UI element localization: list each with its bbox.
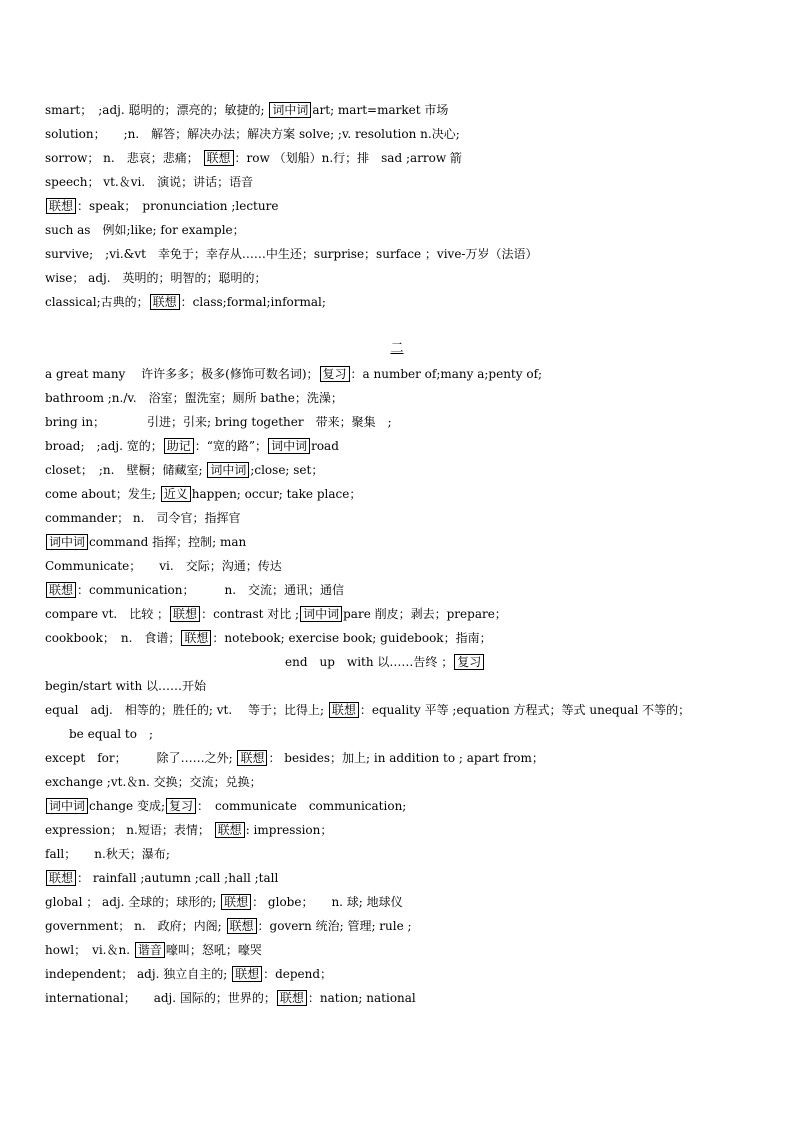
vocab-line <box>45 578 754 602</box>
vocab-line <box>45 506 754 530</box>
vocab-line <box>45 146 754 170</box>
entry-text: global ； adj. 全球的；球形的; <box>45 895 221 909</box>
entry-text: exchange ;vt.＆n. 交换；交流；兑换； <box>45 775 262 789</box>
entry-text: independent； adj. 独立自主的; <box>45 967 232 981</box>
vocab-line <box>45 410 754 434</box>
tag-label: 联想 <box>204 150 234 166</box>
vocab-line <box>45 890 754 914</box>
vocab-line <box>45 938 754 962</box>
vocab-line <box>45 914 754 938</box>
tag-label: 词中词 <box>269 102 311 118</box>
tag-label: 联想 <box>221 894 251 910</box>
entry-text: command 指挥；控制; man <box>89 535 247 549</box>
tag-label: 联想 <box>232 966 262 982</box>
vocab-line <box>45 290 754 314</box>
entry-text: expression； n.短语；表情； <box>45 823 214 837</box>
entry-text: ：nation; national <box>307 991 416 1005</box>
tag-label: 联想 <box>237 750 267 766</box>
tag-label: 词中词 <box>46 534 88 550</box>
entry-text: be equal to ; <box>45 727 154 741</box>
vocab-line <box>45 218 754 242</box>
vocab-line <box>45 170 754 194</box>
entry-text: ：govern 统治; 管理; rule ; <box>257 919 412 933</box>
tag-label: 联想 <box>170 606 200 622</box>
tag-label: 联想 <box>181 630 211 646</box>
tag-label: 近义 <box>161 486 191 502</box>
vocab-line <box>45 866 754 890</box>
entry-text: happen; occur; take place； <box>191 487 362 501</box>
tag-label: 助记 <box>164 438 194 454</box>
entry-text: ：class;formal;informal; <box>180 295 326 309</box>
vocab-line <box>45 626 754 650</box>
tag-label: 词中词 <box>300 606 342 622</box>
tag-label: 联想 <box>46 870 76 886</box>
tag-label: 联想 <box>46 582 76 598</box>
entry-text: a great many 许许多多；极多(修饰可数名词)； <box>45 367 319 381</box>
vocab-line <box>45 194 754 218</box>
vocab-line <box>45 770 754 794</box>
vocab-line <box>45 482 754 506</box>
tag-label: 词中词 <box>268 438 310 454</box>
entry-text: ： communicate communication; <box>197 799 407 813</box>
entry-text: ：a number of;many a;penty of; <box>350 367 543 381</box>
entry-text: end up with 以……告终 ； <box>45 655 454 669</box>
entry-text: fall； n.秋天；瀑布; <box>45 847 170 861</box>
entry-text: speech； vt.＆vi. 演说；讲话；语音 <box>45 175 254 189</box>
vocab-line <box>45 434 754 458</box>
entry-text: closet； ;n. 壁橱；储藏室; <box>45 463 207 477</box>
entry-text: ： globe； n. 球; 地球仪 <box>252 895 403 909</box>
entry-text: sorrow； n. 悲哀；悲痛； <box>45 151 203 165</box>
vocab-line <box>45 986 754 1010</box>
tag-label: 复习 <box>320 366 350 382</box>
section-heading: 二 <box>390 341 404 356</box>
tag-label: 联想 <box>277 990 307 1006</box>
entry-text: commander； n. 司令官；指挥官 <box>45 511 241 525</box>
vocab-line <box>45 650 754 674</box>
entry-text: ：contrast 对比 ; <box>201 607 300 621</box>
entry-text: equal adj. 相等的；胜任的; vt. 等于；比得上; <box>45 703 328 717</box>
entry-text: pare 削皮；剥去；prepare； <box>343 607 507 621</box>
tag-label: 联想 <box>227 918 257 934</box>
entry-text: come about；发生; <box>45 487 160 501</box>
vocab-line <box>45 746 754 770</box>
tag-label: 词中词 <box>207 462 249 478</box>
tag-label: 联想 <box>46 198 76 214</box>
entry-text: art; mart=market 市场 <box>312 103 449 117</box>
vocab-line <box>45 674 754 698</box>
entry-text: classical;古典的； <box>45 295 149 309</box>
entry-text: except for； 除了……之外; <box>45 751 237 765</box>
entry-text: howl； vi.＆n. <box>45 943 134 957</box>
entry-text: bring in； 引进；引来; bring together 带来；聚集 ; <box>45 415 392 429</box>
entry-text: bathroom ;n./v. 浴室；盥洗室；厕所 bathe；洗澡； <box>45 391 343 405</box>
tag-label: 复习 <box>166 798 196 814</box>
vocab-line <box>45 386 754 410</box>
tag-label: 谐音 <box>135 942 165 958</box>
entry-text: government； n. 政府；内阁; <box>45 919 226 933</box>
entry-text: solution； ;n. 解答；解决办法；解决方案 solve; ;v. resolution n.决心; <box>45 127 460 141</box>
entry-text: road <box>311 439 339 453</box>
entry-text: begin/start with 以……开始 <box>45 679 207 693</box>
entry-text: broad; ;adj. 宽的； <box>45 439 163 453</box>
entry-text: change 变成; <box>89 799 165 813</box>
entry-text: ：communication； n. 交流；通讯；通信 <box>77 583 345 597</box>
entry-text: ：row （划船）n.行；排 sad ;arrow 箭 <box>234 151 462 165</box>
vocab-line <box>45 458 754 482</box>
entry-text: ：notebook; exercise book; guidebook；指南； <box>212 631 492 645</box>
tag-label: 联想 <box>215 822 245 838</box>
vocab-line <box>45 818 754 842</box>
entry-text: 嚎叫；怒吼；嚎哭 <box>165 943 262 957</box>
entry-text: such as 例如;like; for example； <box>45 223 245 237</box>
entry-text: ：depend； <box>263 967 333 981</box>
entry-text: smart； ;adj. 聪明的；漂亮的；敏捷的; <box>45 103 269 117</box>
vocab-line <box>45 794 754 818</box>
entry-text: cookbook； n. 食谱； <box>45 631 181 645</box>
entry-text: ： rainfall ;autumn ;call ;hall ;tall <box>77 871 279 885</box>
entry-text: ： besides；加上; in addition to ; apart from； <box>268 751 544 765</box>
tag-label: 词中词 <box>46 798 88 814</box>
vocab-line <box>45 530 754 554</box>
vocab-line <box>45 122 754 146</box>
vocab-line <box>45 842 754 866</box>
entry-text: international； adj. 国际的；世界的； <box>45 991 276 1005</box>
entry-text: wise； adj. 英明的；明智的；聪明的； <box>45 271 267 285</box>
vocab-line <box>45 266 754 290</box>
entry-text: ：speak； pronunciation ;lecture <box>77 199 279 213</box>
entry-text: compare vt. 比较 ； <box>45 607 170 621</box>
entry-text: ：equality 平等 ;equation 方程式；等式 unequal 不等的； <box>359 703 691 717</box>
entry-text: ：“宽的路”； <box>194 439 268 453</box>
tag-label: 联想 <box>329 702 359 718</box>
vocab-line <box>45 602 754 626</box>
vocab-line <box>45 962 754 986</box>
tag-label: 联想 <box>150 294 180 310</box>
entry-text: ;close; set； <box>250 463 324 477</box>
entry-text: : impression； <box>245 823 333 837</box>
vocab-line <box>45 554 754 578</box>
vocab-line <box>45 362 754 386</box>
vocab-line <box>45 242 754 266</box>
entry-text: Communicate； vi. 交际；沟通；传达 <box>45 559 282 573</box>
vocab-line <box>45 722 754 746</box>
tag-label: 复习 <box>454 654 484 670</box>
vocab-line <box>45 98 754 122</box>
entry-text: survive; ;vi.&vt 幸免于；幸存从……中生还；surprise；surface ；vive-万岁（法语） <box>45 247 538 261</box>
vocab-line <box>45 698 754 722</box>
